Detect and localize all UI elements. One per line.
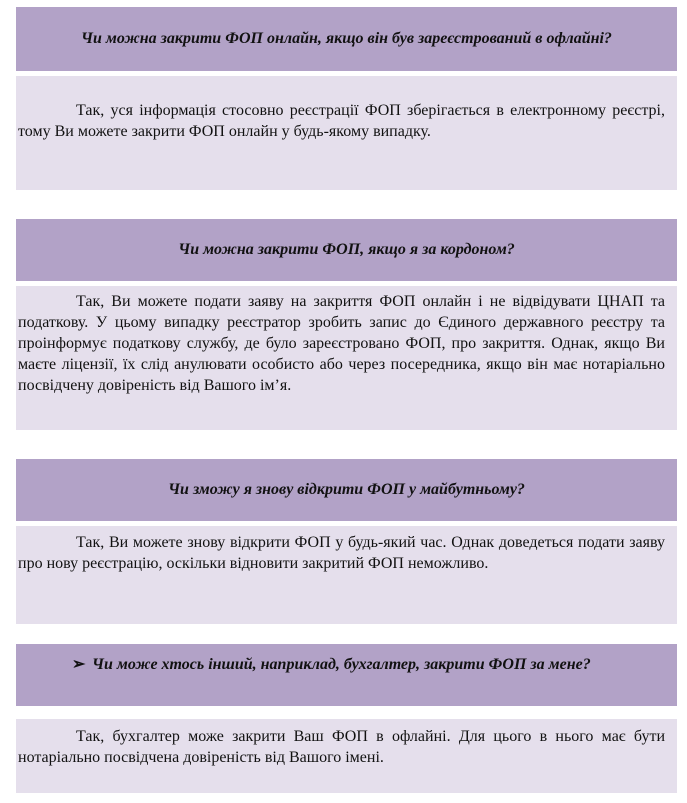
faq-answer-2-text: Так, Ви можете подати заяву на закриття ФОП онлайн і не відвідувати ЦНАП та податкову. У цьому випадку реєстратор зробить запис до Єдиного державного реєстру та проінформує податкову службу, де було зареєстровано ФОП, про закриття. Однак, якщо Ви маєте ліцензії, їх слід анулювати особисто або через посередника, якщо він має нотаріально посвідчену довіреність від Вашого ім’я. (18, 293, 665, 394)
faq-answer-1-text: Так, уся інформація стосовно реєстрації ФОП зберігається в електронному реєстрі, тому Ви можете закрити ФОП онлайн у будь-якому випадку. (18, 102, 665, 140)
faq-answer-4 (16, 719, 677, 793)
faq-question-2-text: Чи можна закрити ФОП, якщо я за кордоном? (178, 241, 515, 258)
faq-question-1 (16, 7, 677, 71)
faq-answer-3-text: Так, Ви можете знову відкрити ФОП у будь-який час. Однак доведеться подати заяву про нову реєстрацію, оскільки відновити закритий ФОП неможливо. (18, 534, 665, 572)
faq-answer-3 (16, 526, 677, 624)
faq-question-3-text: Чи зможу я знову відкрити ФОП у майбутньому? (168, 481, 525, 498)
faq-question-3 (16, 459, 677, 521)
faq-question-4 (16, 644, 677, 706)
faq-question-1-text: Чи можна закрити ФОП онлайн, якщо він був зареєстрований в офлайні? (81, 30, 612, 47)
faq-answer-2 (16, 286, 677, 430)
faq-question-4-text: Чи може хтось інший, наприклад, бухгалтер, закрити ФОП за мене? (92, 656, 591, 673)
faq-answer-1 (16, 76, 677, 190)
bullet-arrow-icon: ➢ (72, 656, 86, 673)
faq-answer-4-text: Так, бухгалтер може закрити Ваш ФОП в офлайні. Для цього в нього має бути нотаріально посвідчена довіреність від Вашого імені. (18, 728, 665, 766)
faq-question-2 (16, 219, 677, 281)
